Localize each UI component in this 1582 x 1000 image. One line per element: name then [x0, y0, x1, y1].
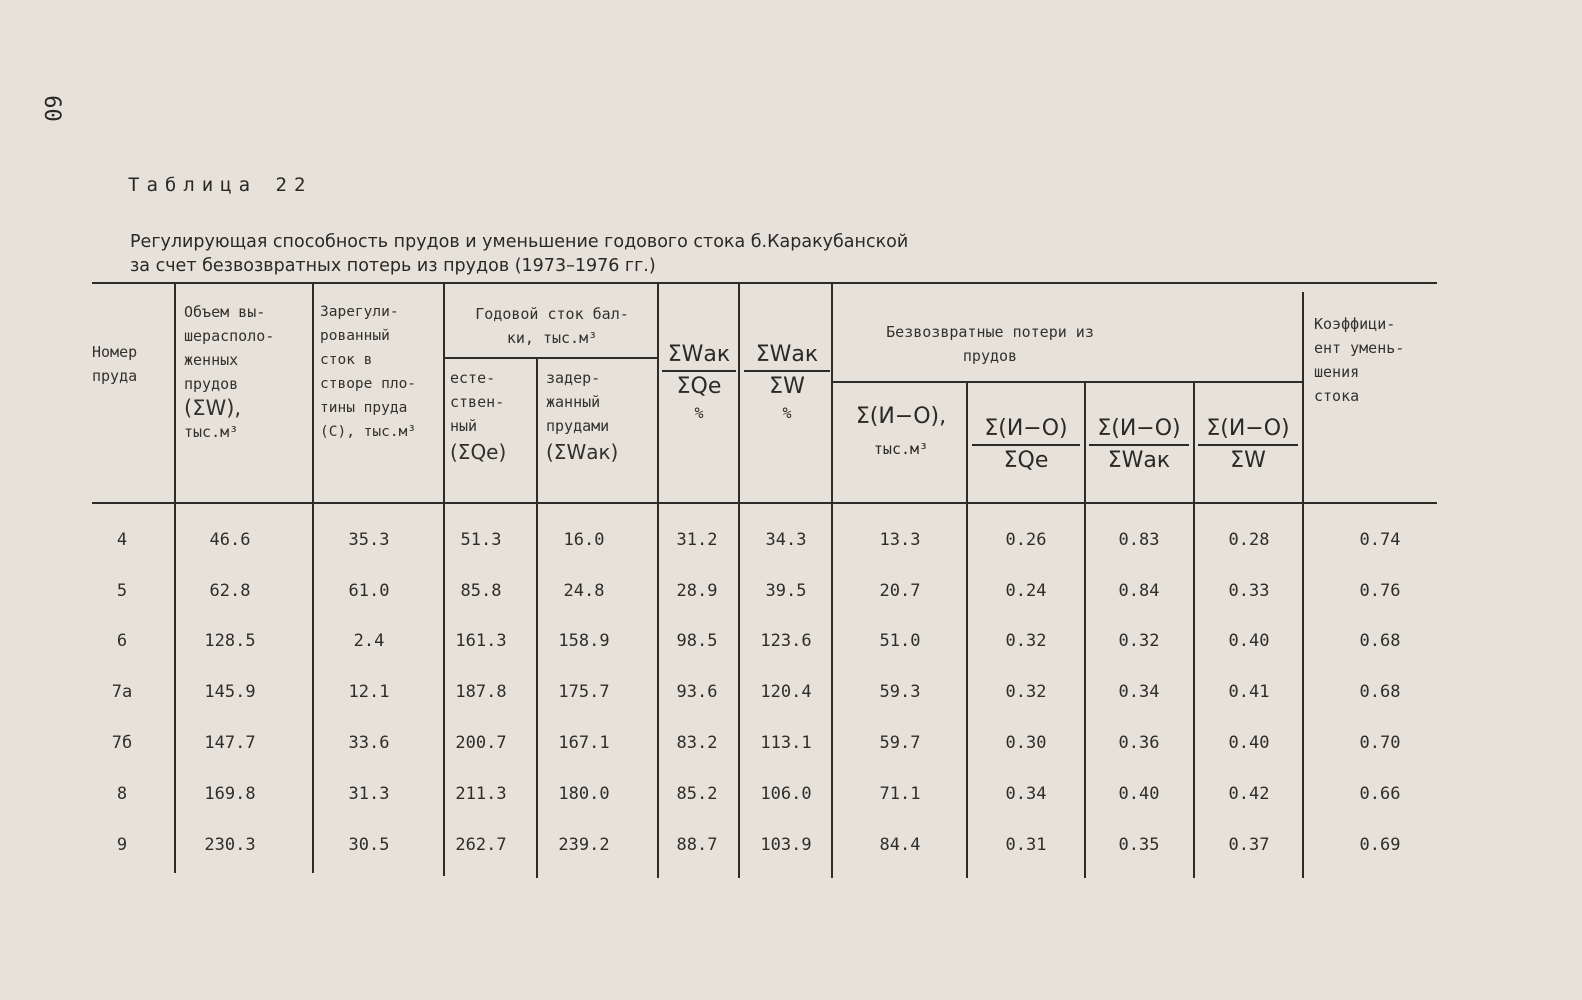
table-cell: 0.32 — [1005, 682, 1047, 702]
table-cell: 103.9 — [760, 835, 812, 855]
table-cell: 30.5 — [348, 835, 390, 855]
table-cell: 169.8 — [204, 784, 256, 804]
table-cell: 46.6 — [209, 530, 251, 550]
caption-line-1: Регулирующая способность прудов и уменьшение годового стока б.Каракубанской — [130, 232, 909, 252]
table-cell: 98.5 — [676, 631, 718, 651]
table-cell: 0.68 — [1359, 682, 1401, 702]
header-loss-ratio-upstream: Σ(И−О) ΣW — [1198, 416, 1298, 474]
table-cell: 0.37 — [1228, 835, 1270, 855]
table-cell: 59.7 — [879, 733, 921, 753]
table-cell: 120.4 — [760, 682, 812, 702]
table-cell: 51.0 — [879, 631, 921, 651]
table-cell: 0.84 — [1118, 581, 1160, 601]
header-annual-runoff: Годовой сток бал- ки, тыс.м³ — [475, 305, 629, 347]
table-cell: 158.9 — [558, 631, 610, 651]
table-cell: 0.33 — [1228, 581, 1270, 601]
table-caption — [130, 230, 1090, 278]
table-cell: 0.74 — [1359, 530, 1401, 550]
table-cell: 147.7 — [204, 733, 256, 753]
table-cell: 0.32 — [1118, 631, 1160, 651]
table-row — [0, 530, 1582, 560]
fraction-line — [972, 444, 1080, 446]
table-cell: 6 — [116, 631, 128, 651]
table-cell: 0.26 — [1005, 530, 1047, 550]
table-cell: 0.42 — [1228, 784, 1270, 804]
caption-line-2: за счет безвозвратных потерь из прудов (1973–1976 гг.) — [130, 256, 656, 276]
header-ratio-retained-natural: ΣWак ΣQe % — [662, 342, 736, 426]
table-cell: 0.34 — [1005, 784, 1047, 804]
table-row — [0, 682, 1582, 712]
table-cell: 0.41 — [1228, 682, 1270, 702]
table-cell: 7б — [111, 733, 133, 753]
table-cell: 123.6 — [760, 631, 812, 651]
header-ratio-retained-upstream: ΣWак ΣW % — [744, 342, 830, 426]
table-cell: 0.40 — [1118, 784, 1160, 804]
table-row — [0, 581, 1582, 611]
table-cell: 85.2 — [676, 784, 718, 804]
table-cell: 16.0 — [563, 530, 605, 550]
header-loss-ratio-retained: Σ(И−О) ΣWак — [1089, 416, 1189, 474]
table-cell: 0.31 — [1005, 835, 1047, 855]
table-cell: 4 — [116, 530, 128, 550]
losses-sub-rule — [832, 381, 1302, 383]
table-cell: 51.3 — [460, 530, 502, 550]
table-cell: 0.35 — [1118, 835, 1160, 855]
table-cell: 31.3 — [348, 784, 390, 804]
table-cell: 211.3 — [455, 784, 507, 804]
header-runoff-reduction-coef: Коэффици- ент умень- шения стока — [1314, 315, 1405, 405]
table-cell: 200.7 — [455, 733, 507, 753]
table-cell: 8 — [116, 784, 128, 804]
header-natural-runoff: есте- ствен- ный (ΣQe) — [450, 369, 507, 464]
table-cell: 145.9 — [204, 682, 256, 702]
table-cell: 71.1 — [879, 784, 921, 804]
header-irrecoverable-losses: Безвозвратные потери из прудов — [886, 323, 1094, 365]
table-row — [0, 631, 1582, 661]
fraction-line — [1198, 444, 1298, 446]
table-cell: 20.7 — [879, 581, 921, 601]
table-cell: 0.40 — [1228, 631, 1270, 651]
table-top-rule — [92, 282, 1437, 284]
table-cell: 0.24 — [1005, 581, 1047, 601]
fraction-line — [744, 370, 830, 372]
table-cell: 0.30 — [1005, 733, 1047, 753]
header-retained-runoff: задер- жанный прудами (ΣWак) — [546, 369, 619, 464]
table-cell: 28.9 — [676, 581, 718, 601]
table-cell: 175.7 — [558, 682, 610, 702]
table-cell: 34.3 — [765, 530, 807, 550]
table-cell: 113.1 — [760, 733, 812, 753]
table-cell: 0.40 — [1228, 733, 1270, 753]
table-header-bottom-rule — [92, 502, 1437, 504]
table-cell: 13.3 — [879, 530, 921, 550]
table-cell: 39.5 — [765, 581, 807, 601]
fraction-line — [1089, 444, 1189, 446]
table-cell: 93.6 — [676, 682, 718, 702]
table-cell: 187.8 — [455, 682, 507, 702]
table-cell: 0.69 — [1359, 835, 1401, 855]
table-cell: 0.36 — [1118, 733, 1160, 753]
header-pond-number: Номер пруда — [92, 343, 138, 385]
page-number: 60 — [38, 95, 64, 122]
runoff-sub-rule — [444, 357, 658, 359]
table-cell: 61.0 — [348, 581, 390, 601]
table-cell: 239.2 — [558, 835, 610, 855]
table-row — [0, 835, 1582, 865]
table-cell: 2.4 — [353, 631, 385, 651]
header-loss-ratio-natural: Σ(И−О) ΣQe — [972, 416, 1080, 474]
table-cell: 12.1 — [348, 682, 390, 702]
table-cell: 24.8 — [563, 581, 605, 601]
table-cell: 35.3 — [348, 530, 390, 550]
table-cell: 128.5 — [204, 631, 256, 651]
header-upstream-volume: Объем вы- шерасполо- женных прудов (ΣW), тыс.м³ — [184, 303, 275, 441]
table-label: Таблица 22 — [128, 174, 313, 196]
table-row — [0, 733, 1582, 763]
table-cell: 167.1 — [558, 733, 610, 753]
table-cell: 106.0 — [760, 784, 812, 804]
table-cell: 5 — [116, 581, 128, 601]
table-cell: 262.7 — [455, 835, 507, 855]
table-cell: 0.34 — [1118, 682, 1160, 702]
table-cell: 31.2 — [676, 530, 718, 550]
table-cell: 59.3 — [879, 682, 921, 702]
table-cell: 0.76 — [1359, 581, 1401, 601]
table-cell: 7а — [111, 682, 133, 702]
table-cell: 161.3 — [455, 631, 507, 651]
table-cell: 83.2 — [676, 733, 718, 753]
table-row — [0, 784, 1582, 814]
table-cell: 84.4 — [879, 835, 921, 855]
table-cell: 0.70 — [1359, 733, 1401, 753]
table-cell: 88.7 — [676, 835, 718, 855]
table-cell: 62.8 — [209, 581, 251, 601]
table-cell: 85.8 — [460, 581, 502, 601]
table-cell: 0.28 — [1228, 530, 1270, 550]
table-cell: 0.68 — [1359, 631, 1401, 651]
header-regulated-runoff: Зарегули- рованный сток в створе пло- тины пруда (C), тыс.м³ — [320, 304, 417, 440]
table-cell: 230.3 — [204, 835, 256, 855]
table-cell: 9 — [116, 835, 128, 855]
table-cell: 0.83 — [1118, 530, 1160, 550]
table-cell: 0.66 — [1359, 784, 1401, 804]
table-cell: 0.32 — [1005, 631, 1047, 651]
fraction-line — [662, 370, 736, 372]
header-loss-sum: Σ(И−О), тыс.м³ — [855, 404, 947, 458]
table-cell: 180.0 — [558, 784, 610, 804]
table-cell: 33.6 — [348, 733, 390, 753]
